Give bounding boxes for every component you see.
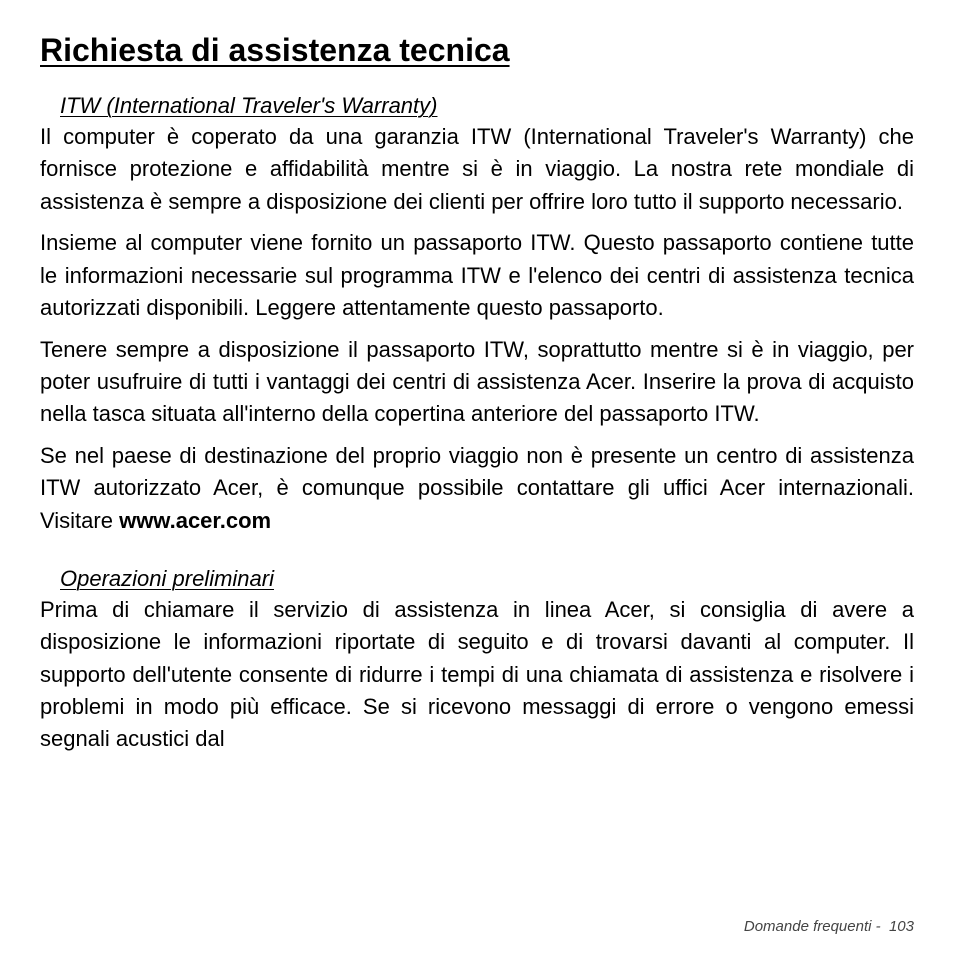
itw-paragraph-4	[40, 440, 914, 537]
acer-website-link[interactable]: www.acer.com	[119, 507, 272, 533]
footer-page-number: 103	[888, 918, 914, 935]
itw-paragraph-3: Tenere sempre a disposizione il passaporto ITW, soprattutto mentre si è in viaggio, per poter usufruire di tutti i vantaggi dei centri di assistenza Acer. Inserire la prova di acquisto nella tasca situata all'interno della copertina anteriore del passaporto ITW.	[40, 336, 914, 427]
page-footer	[744, 917, 914, 937]
page-content	[40, 26, 914, 756]
preliminary-paragraph-1: Prima di chiamare il servizio di assistenza in linea Acer, si consiglia di avere a disposizione le informazioni riportate di seguito e di trovarsi davanti al computer. Il supporto dell'utente consente di ridurre i tempi di una chiamata di assistenza e risolvere i problemi in modo più efficace. Se si ricevono messaggi di errore o vengono emessi segnali acustici dal	[40, 597, 914, 752]
section-title-preliminary: Operazioni preliminari	[60, 566, 274, 592]
page-title: Richiesta di assistenza tecnica	[40, 32, 510, 68]
itw-paragraph-4-text: Se nel paese di destinazione del proprio viaggio non è presente un centro di assistenza ITW autorizzato Acer, è comunque possibile contattare gli uffici Acer internazionali. Visitare	[40, 443, 914, 533]
footer-section-name: Domande frequenti -	[743, 918, 881, 935]
section-title-itw: ITW (International Traveler's Warranty)	[60, 93, 438, 118]
itw-paragraph-1: Il computer è coperato da una garanzia ITW (International Traveler's Warranty) che fornisce protezione e affidabilità mentre si è in viaggio. La nostra rete mondiale di assistenza è sempre a disposizione dei clienti per offrire loro tutto il supporto necessario.	[40, 124, 914, 214]
itw-paragraph-2: Insieme al computer viene fornito un passaporto ITW. Questo passaporto contiene tutte le informazioni necessarie sul programma ITW e l'elenco dei centri di assistenza tecnica autorizzati disponibili. Leggere attentamente questo passaporto.	[40, 230, 914, 320]
